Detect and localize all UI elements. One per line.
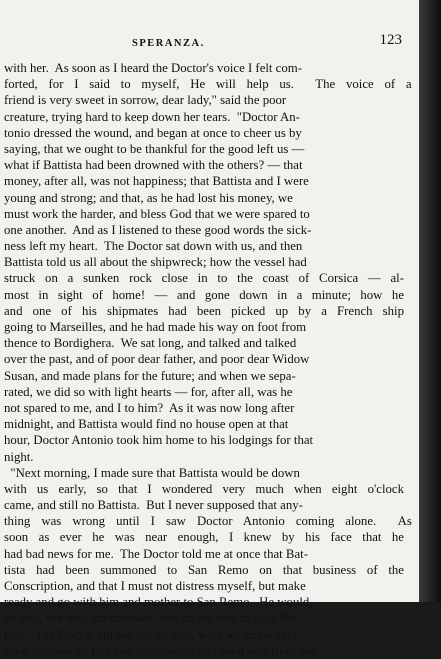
text-line: had bad news for me. The Doctor told me at once that Bat- [4,546,308,561]
paragraph [0,465,412,659]
text-line: tista had been summoned to San Remo on that business of the [4,562,404,577]
page-header [0,32,412,52]
text-line: ready and go with him and mother to San Remo. He would, [4,595,313,610]
text-line: night. [4,449,34,464]
text-line: friend is very sweet in sorrow, dear lady," said the poor [4,93,287,108]
text-line: midnight, and Battista would find no house open at that [4,417,289,432]
text-line: money, after all, was not happiness; that Battista and I were [4,174,309,189]
text-line: tista. The Doctor did not tell us then, what we knew very [4,627,299,642]
text-line: came, and still no Battista. But I never supposed that any- [4,498,303,513]
text-line: soon afterwards, that two carabineers had been sent from San [4,643,319,658]
text-line: creature, trying hard to keep down her tears. "Doctor An- [4,109,300,124]
text-line: most in sight of home! — and gone down in a minute; how he [4,287,404,302]
text-line: not spared to me, and I to him? As it was now long after [4,400,295,415]
paragraph [0,60,412,465]
text-line: Conscription, and that I must not distress myself, but make [4,579,306,593]
text-line: over the past, and of poor dear father, and poor dear Widow [4,352,310,367]
text-line: one another. And as I listened to these good words the sick- [4,222,312,237]
text-line: Battista told us all about the shipwreck; how the vessel had [4,255,307,270]
running-head: SPERANZA. [132,38,205,49]
text-line: and one of his shipmates had been picked up by a French ship [4,303,404,318]
text-line: thence to Bordighera. We sat long, and talked and talked [4,336,297,351]
text-line: with us early, so that I wondered very much when eight o'clock [4,481,404,496]
text-line: what if Battista had been drowned with the others? — that [4,158,303,173]
text-line: tonio dressed the wound, and began at once to cheer us by [4,125,302,140]
text-line: soon as ever he was near enough, I knew by his face that he [4,530,404,545]
text-line: going to Marseilles, and he had made his way on foot from [4,320,307,334]
scan-dark-edge [419,0,441,602]
text-line: hour, Doctor Antonio took him home to his lodgings for that [4,433,314,448]
text-line: Susan, and made plans for the future; and when we sepa- [4,368,296,383]
text-line: forted, for I said to myself, He will help us. The voice of a [4,77,412,92]
text-line: ness left my heart. The Doctor sat down with us, and then [4,239,303,254]
text-line: rated, we did so with light hearts — for, after all, was he [4,384,293,399]
text-line: thing was wrong until I saw Doctor Antonio coming alone. As [4,514,412,529]
text-line: he said, see the Commandant, and do his best to right Bat- [4,611,303,626]
text-line: must work the harder, and bless God that we were spared to [4,206,310,221]
page-number: 123 [379,32,402,48]
text-line: young and strong; and that, as he had lost his money, we [4,190,293,205]
text-line: with her. As soon as I heard the Doctor's voice I felt com- [4,61,302,75]
text-line: "Next morning, I made sure that Battista would be down [4,465,300,480]
text-line: saying, that we ought to be thankful for the good left us — [4,141,305,156]
text-line: struck on a sunken rock close in to the coast of Corsica — al- [4,271,404,286]
body-text [0,60,412,659]
